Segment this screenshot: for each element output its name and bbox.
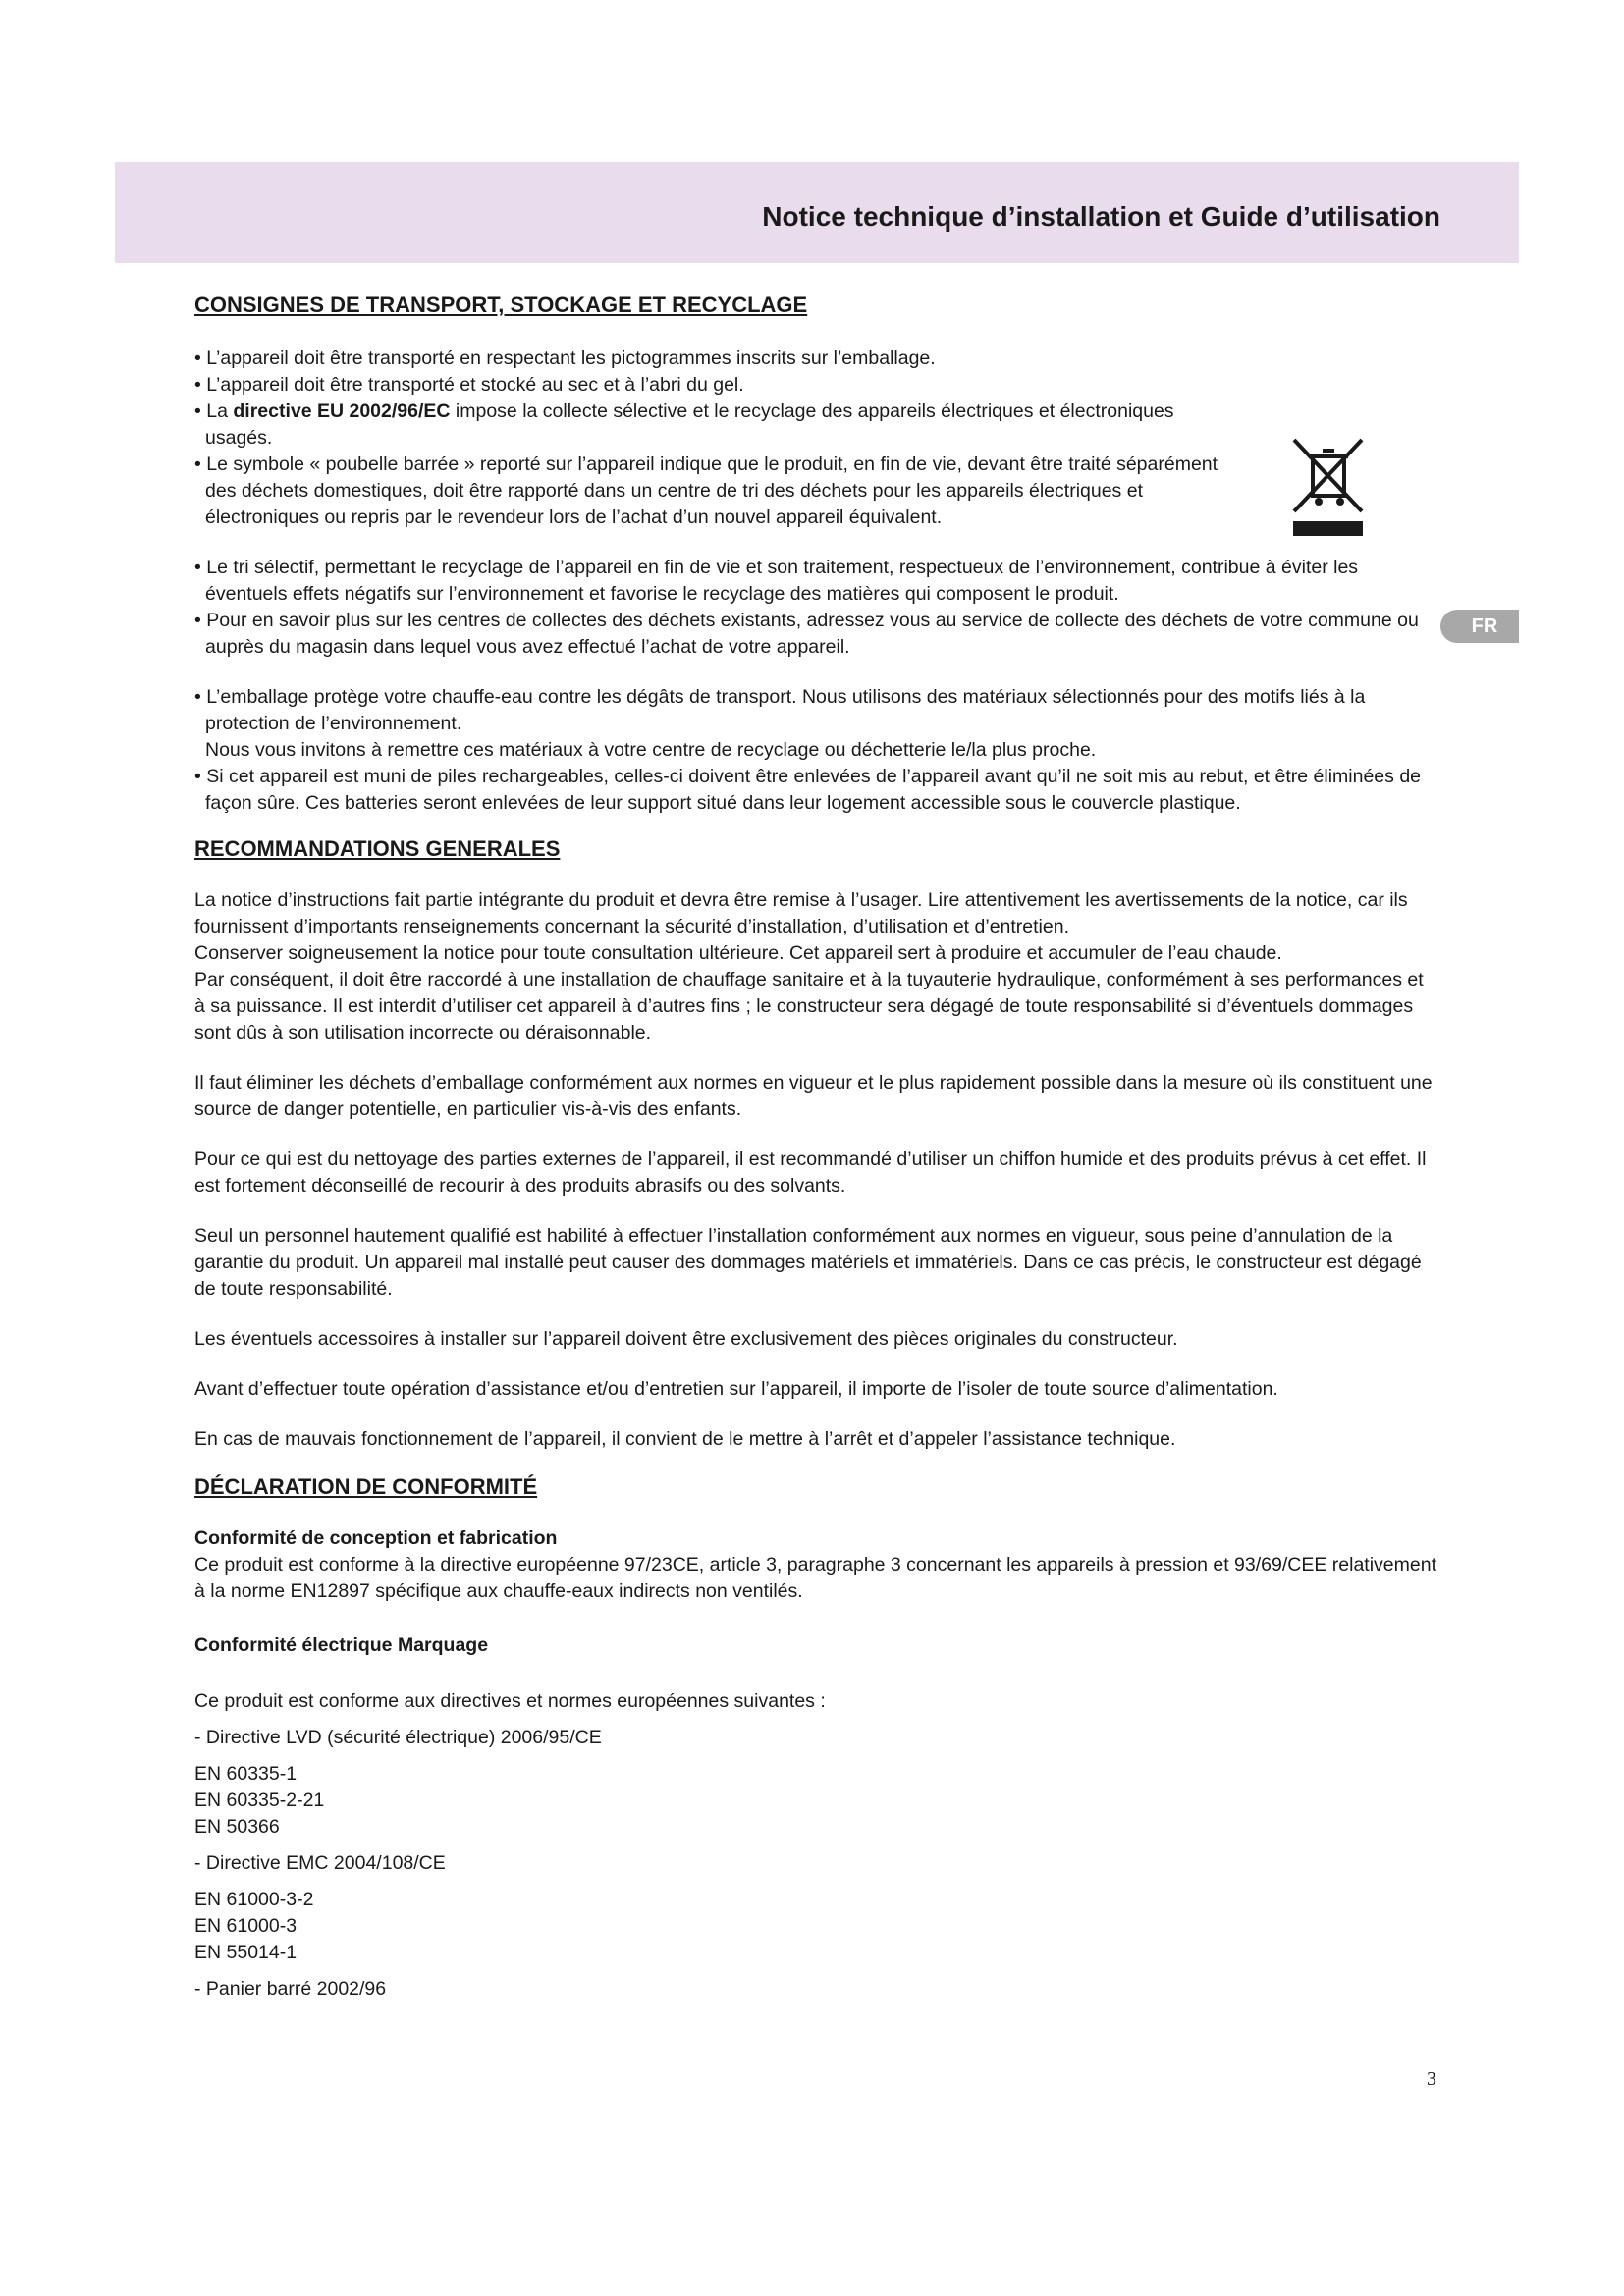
paragraph: Par conséquent, il doit être raccordé à une installation de chauffage sanitaire et à la tuyauterie hydraulique, conformément à ses performances et à sa puissance. Il est interdit d’utiliser cet appareil à d’autres fins ; le constructeur sera dégagé de toute responsabilité si d’éventuels dommages sont dûs à son utilisation incorrecte ou déraisonnable.: [194, 969, 1424, 1043]
section-heading-transport: CONSIGNES DE TRANSPORT, STOCKAGE ET RECYCLAGE: [194, 293, 808, 317]
conformite-block: [194, 1525, 1436, 2002]
directive-emc: - Directive EMC 2004/108/CE: [194, 1852, 446, 1874]
language-tab-fr: FR: [1440, 610, 1519, 643]
paragraph: Seul un personnel hautement qualifié est habilité à effectuer l’installation conformément aux normes en vigueur, sous peine d’annulation de la garantie du produit. Un appareil mal installé peut causer des dommages matériels et immatériels. Dans ce cas précis, le constructeur est dégagé de toute responsabilité.: [194, 1225, 1422, 1300]
paragraph: En cas de mauvais fonctionnement de l’appareil, il convient de le mettre à l’arrêt et d’appeler l’assistance technique.: [194, 1428, 1176, 1450]
document-body: [194, 291, 1436, 2002]
page-title: Notice technique d’installation et Guide d’utilisation: [762, 201, 1440, 232]
list-item: • Le symbole « poubelle barrée » reporté sur l’appareil indique que le produit, en fin de vie, devant être traité séparément des déchets domestiques, doit être rapporté dans un centre de tri des déchets pour les appareils électriques et électroniques ou repris par le revendeur lors de l’achat d’un nouvel appareil équivalent.: [194, 452, 1246, 531]
section-heading-recommandations: RECOMMANDATIONS GENERALES: [194, 836, 561, 861]
subheading-conception: Conformité de conception et fabrication: [194, 1527, 558, 1549]
list-item: EN 61000-3-2: [194, 1889, 314, 1910]
section-heading-conformite: DÉCLARATION DE CONFORMITÉ: [194, 1474, 538, 1499]
list-item: EN 61000-3: [194, 1915, 298, 1937]
paragraph: Il faut éliminer les déchets d’emballage conformément aux normes en vigueur et le plus rapidement possible dans la mesure où ils constituent une source de danger potentielle, en particulier vis-à-vis des enfants.: [194, 1072, 1433, 1120]
paragraph: Ce produit est conforme à la directive européenne 97/23CE, article 3, paragraphe 3 concernant les appareils à pression et 93/69/CEE relativement à la norme EN12897 spécifique aux chauffe-eaux indirects non ventilés.: [194, 1554, 1436, 1602]
paragraph: La notice d’instructions fait partie intégrante du produit et devra être remise à l’usager. Lire attentivement les avertissements de la notice, car ils fournissent d’importants renseignements concernant la sécurité d’installation, d’utilisation et d’entretien.: [194, 889, 1408, 937]
paragraph: Avant d’effectuer toute opération d’assistance et/ou d’entretien sur l’appareil, il importe de l’isoler de toute source d’alimentation.: [194, 1378, 1278, 1400]
paragraph: Pour ce qui est du nettoyage des parties externes de l’appareil, il est recommandé d’utiliser un chiffon humide et des produits prévus à cet effet. Il est fortement déconseillé de recourir à des produits abrasifs ou des solvants.: [194, 1148, 1427, 1197]
list-item: EN 55014-1: [194, 1942, 298, 1963]
list-item: EN 60335-1: [194, 1763, 298, 1785]
paragraph: Ce produit est conforme aux directives et normes européennes suivantes :: [194, 1690, 826, 1712]
list-item: EN 50366: [194, 1816, 280, 1838]
paragraph: Les éventuels accessoires à installer sur l’appareil doivent être exclusivement des pièces originales du constructeur.: [194, 1328, 1178, 1350]
list-item: • L’appareil doit être transporté et stocké au sec et à l’abri du gel.: [194, 372, 1246, 399]
directive-reference: directive EU 2002/96/EC: [233, 400, 451, 422]
header-band: [115, 162, 1519, 263]
list-item: • Le tri sélectif, permettant le recyclage de l’appareil en fin de vie et son traitement, respectueux de l’environnement, contribue à éviter les éventuels effets négatifs sur l’environnement et favorise le recyclage des matières qui composent le produit.: [194, 555, 1436, 608]
transport-bullet-list-3: [194, 684, 1436, 817]
list-item: • L’appareil doit être transporté en respectant les pictogrammes inscrits sur l’emballage.: [194, 346, 1246, 372]
list-item: • L’emballage protège votre chauffe-eau contre les dégâts de transport. Nous utilisons des matériaux sélectionnés pour des motifs liés à la protection de l’environnement. Nous vous invitons à remettre ces matériaux à votre centre de recyclage ou déchetterie le/la plus proche.: [194, 684, 1436, 764]
directive-lvd: - Directive LVD (sécurité électrique) 2006/95/CE: [194, 1727, 602, 1748]
page-number: 3: [1427, 2068, 1436, 2090]
directive-weee: - Panier barré 2002/96: [194, 1978, 387, 2000]
list-item: • Si cet appareil est muni de piles rechargeables, celles-ci doivent être enlevées de l’appareil avant qu’il ne soit mis au rebut, et être éliminées de façon sûre. Ces batteries seront enlevées de leur support situé dans leur logement accessible sous le couvercle plastique.: [194, 764, 1436, 817]
list-item: • La directive EU 2002/96/EC impose la collecte sélective et le recyclage des appareils électriques et électroniques usagés.: [194, 399, 1246, 452]
paragraph: Conserver soigneusement la notice pour toute consultation ultérieure. Cet appareil sert à produire et accumuler de l’eau chaude.: [194, 942, 1282, 964]
lvd-standards-list: [194, 1761, 1436, 1841]
transport-bullet-list-2: [194, 555, 1436, 661]
recommandations-block: [194, 887, 1436, 1453]
subheading-electrique: Conformité électrique Marquage: [194, 1634, 489, 1656]
emc-standards-list: [194, 1887, 1436, 1966]
list-item: • Pour en savoir plus sur les centres de collectes des déchets existants, adressez vous au service de collecte des déchets de votre commune ou auprès du magasin dans lequel vous avez effectué l’achat de votre appareil.: [194, 608, 1436, 661]
transport-bullet-list-1: [194, 346, 1436, 531]
list-item: EN 60335-2-21: [194, 1789, 325, 1811]
